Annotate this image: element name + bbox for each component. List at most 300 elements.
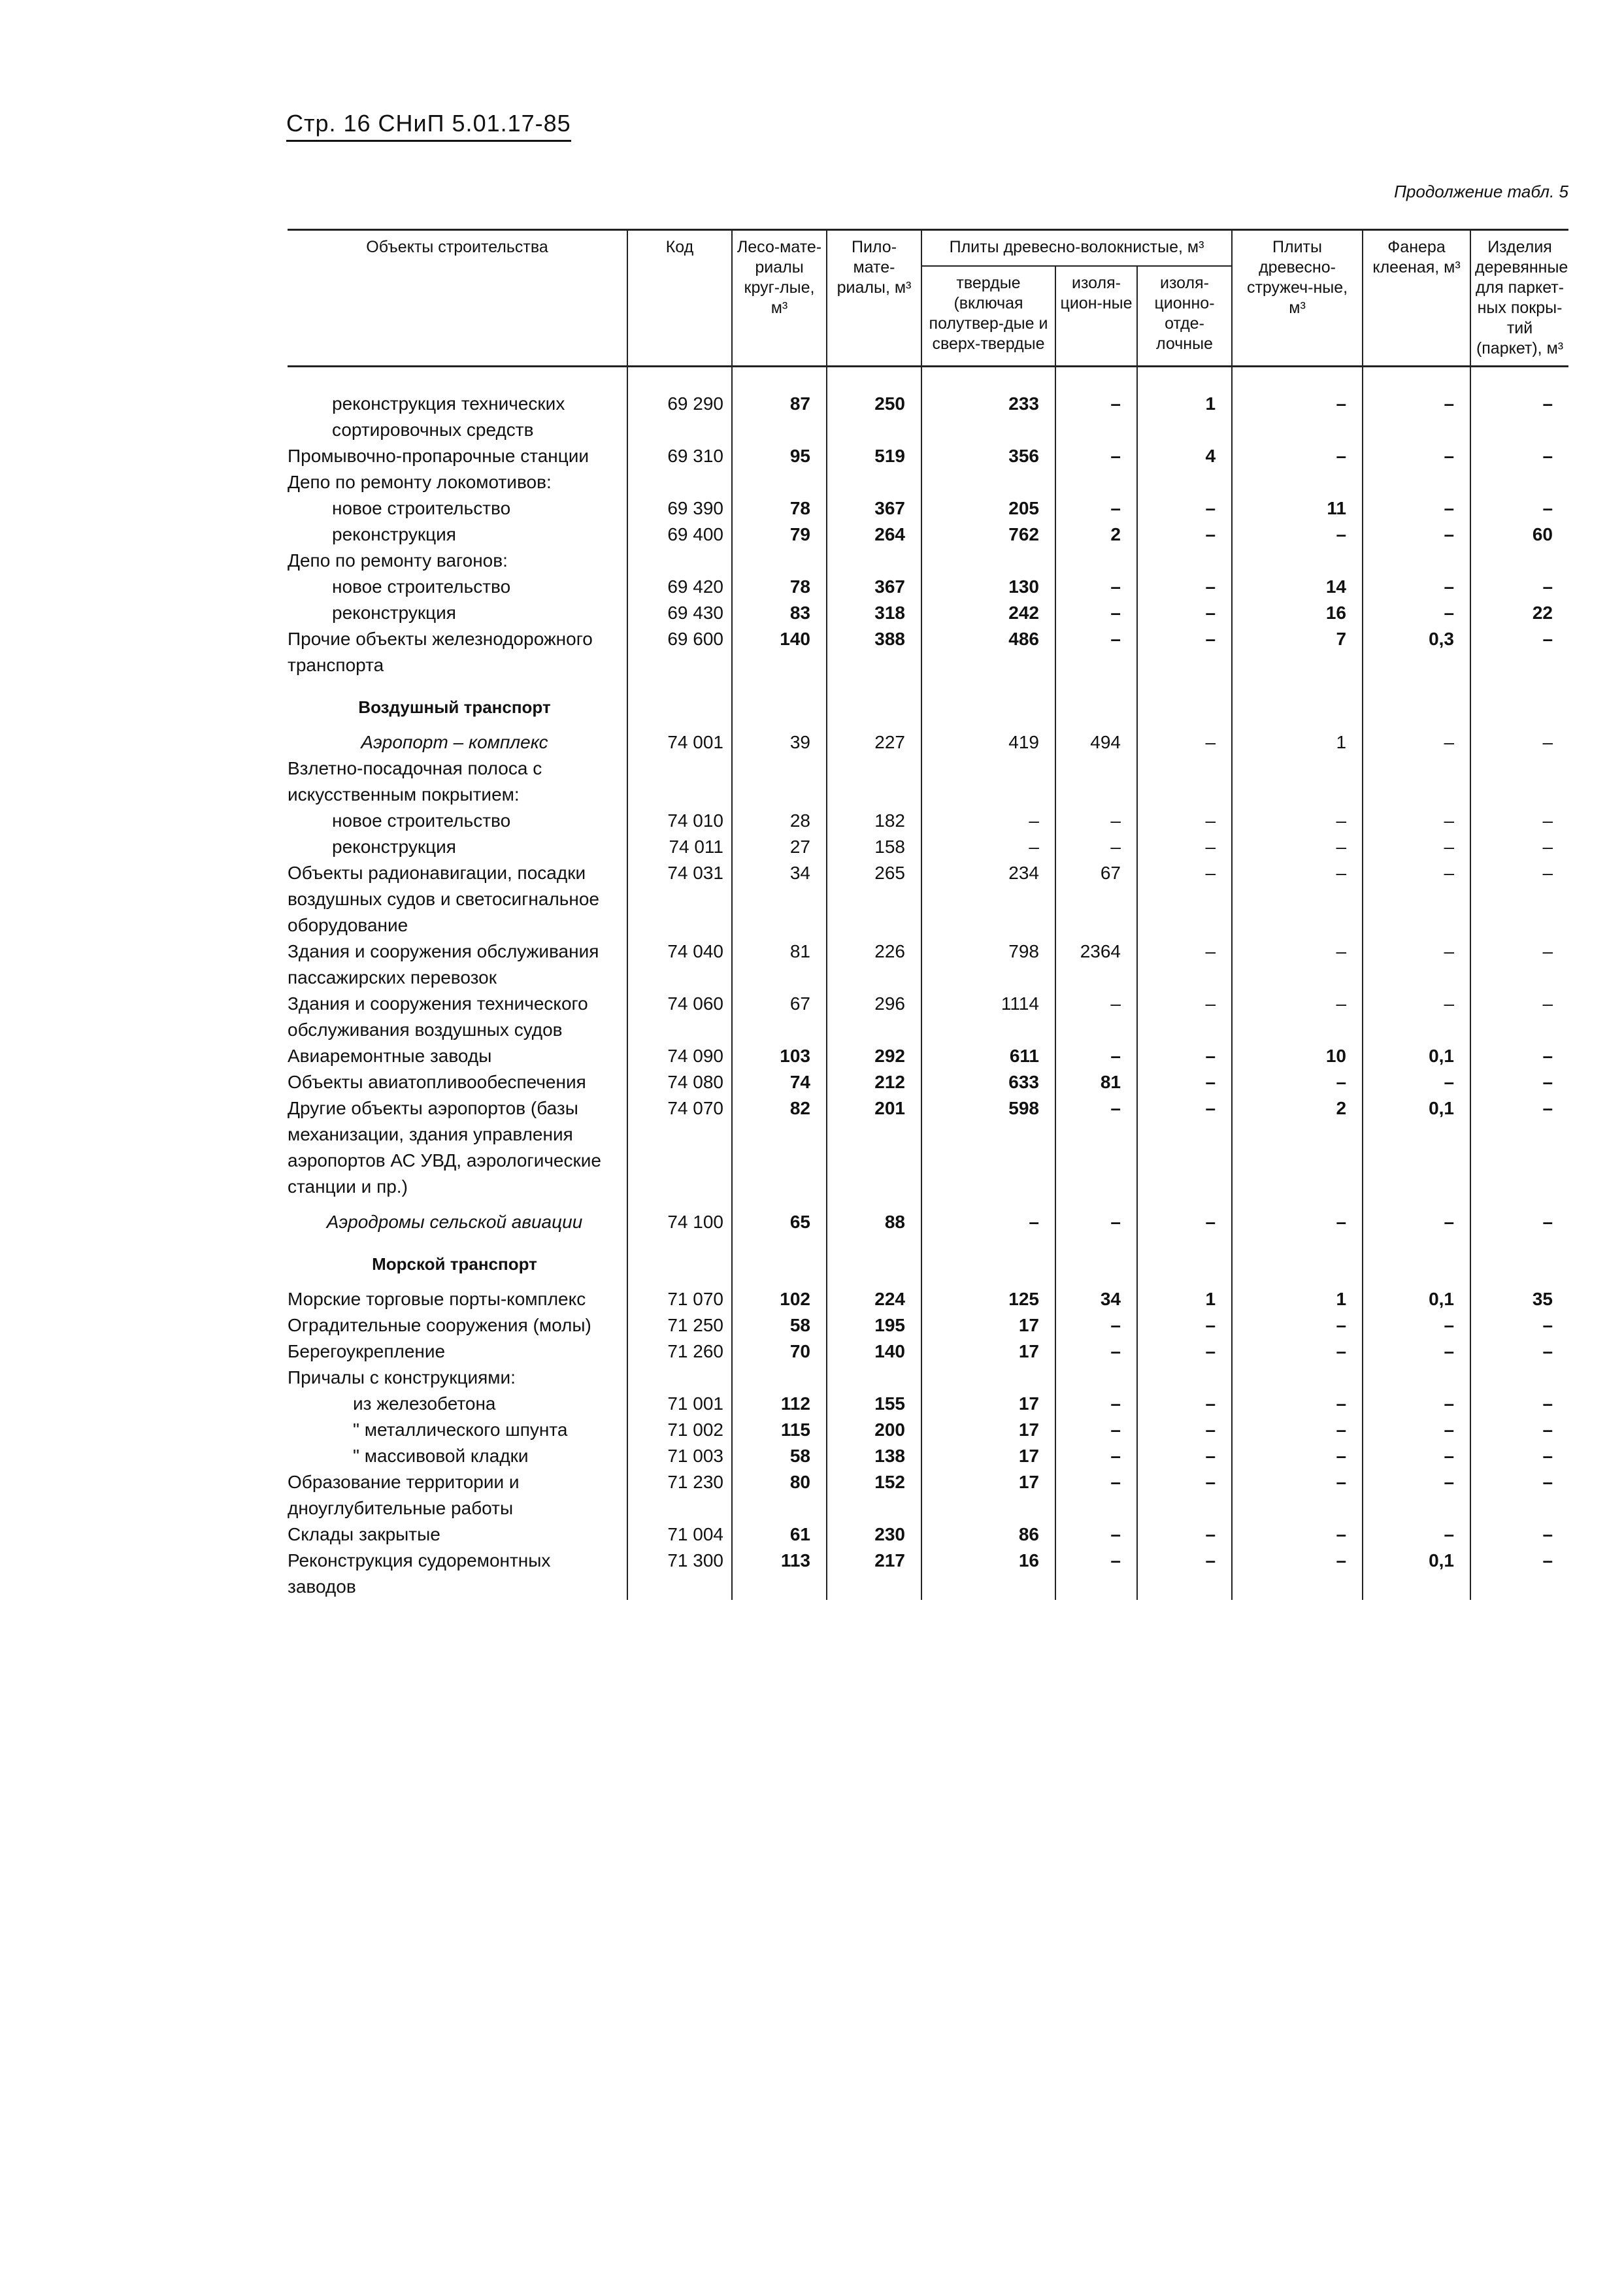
- header-plywood: Фанера клееная, м³: [1363, 230, 1470, 367]
- cell-parquet: [1470, 678, 1568, 720]
- cell-insul: [1055, 548, 1137, 574]
- cell-plywood: –: [1363, 443, 1470, 469]
- cell-particle: –: [1232, 1548, 1363, 1600]
- row-object-name: Аэропорт – комплекс: [361, 732, 548, 752]
- table-row: [288, 1312, 1568, 1338]
- cell-plywood: 0,1: [1363, 1548, 1470, 1600]
- cell-logs: 65: [732, 1200, 827, 1235]
- cell-insul: –: [1055, 495, 1137, 522]
- cell-logs: [732, 1365, 827, 1391]
- header-fiberboard-hard: твердые (включая полутвер-дые и сверх-твердые: [921, 266, 1055, 366]
- cell-hard: [921, 548, 1055, 574]
- cell-particle: [1232, 756, 1363, 808]
- cell-parquet: [1470, 1235, 1568, 1277]
- table-row: [288, 1200, 1568, 1235]
- table-row: [288, 860, 1568, 939]
- cell-sawn: 224: [827, 1277, 921, 1312]
- cell-logs: 140: [732, 626, 827, 678]
- table-row: [288, 1521, 1568, 1548]
- table-row: [288, 1277, 1568, 1312]
- cell-insul: –: [1055, 1312, 1137, 1338]
- cell-plywood: –: [1363, 391, 1470, 443]
- cell-hard: 17: [921, 1417, 1055, 1443]
- cell-parquet: –: [1470, 495, 1568, 522]
- cell-logs: [732, 469, 827, 495]
- cell-code: 74 010: [627, 808, 732, 834]
- row-object-name: Промывочно-пропарочные станции: [288, 446, 589, 466]
- table-row: [288, 600, 1568, 626]
- cell-insul_fin: [1137, 756, 1232, 808]
- cell-code: 69 290: [627, 391, 732, 443]
- cell-code: [627, 1365, 732, 1391]
- row-object-name: Взлетно-посадочная полоса с искусственным покрытием:: [288, 758, 542, 805]
- table-row: [288, 469, 1568, 495]
- header-fiberboard-insul-fin: изоля-ционно-отде-лочные: [1137, 266, 1232, 366]
- cell-insul_fin: [1137, 469, 1232, 495]
- cell-particle: 14: [1232, 574, 1363, 600]
- cell-insul_fin: –: [1137, 1338, 1232, 1365]
- row-object-name: Образование территории и дноуглубительные работы: [288, 1472, 520, 1518]
- cell-insul: [1055, 756, 1137, 808]
- cell-parquet: –: [1470, 1043, 1568, 1069]
- cell-plywood: 0,1: [1363, 1095, 1470, 1200]
- cell-particle: [1232, 548, 1363, 574]
- cell-parquet: [1470, 1365, 1568, 1391]
- cell-parquet: –: [1470, 991, 1568, 1043]
- cell-logs: 82: [732, 1095, 827, 1200]
- cell-insul: –: [1055, 391, 1137, 443]
- cell-logs: 80: [732, 1469, 827, 1521]
- table-row: [288, 626, 1568, 678]
- cell-logs: 74: [732, 1069, 827, 1095]
- cell-sawn: 217: [827, 1548, 921, 1600]
- table-row: [288, 574, 1568, 600]
- cell-parquet: –: [1470, 834, 1568, 860]
- cell-particle: –: [1232, 808, 1363, 834]
- cell-particle: 7: [1232, 626, 1363, 678]
- cell-plywood: 0,1: [1363, 1277, 1470, 1312]
- cell-sawn: 195: [827, 1312, 921, 1338]
- cell-parquet: [1470, 469, 1568, 495]
- cell-particle: [1232, 678, 1363, 720]
- cell-insul: [1055, 1235, 1137, 1277]
- row-object-name: Здания и сооружения технического обслуживания воздушных судов: [288, 993, 588, 1040]
- table-row: [288, 1443, 1568, 1469]
- table-row: [288, 991, 1568, 1043]
- cell-parquet: –: [1470, 1391, 1568, 1417]
- cell-logs: 78: [732, 574, 827, 600]
- cell-hard: 16: [921, 1548, 1055, 1600]
- cell-insul: –: [1055, 574, 1137, 600]
- table-row: [288, 678, 1568, 720]
- cell-sawn: 318: [827, 600, 921, 626]
- cell-parquet: –: [1470, 1069, 1568, 1095]
- cell-logs: 103: [732, 1043, 827, 1069]
- cell-particle: –: [1232, 1069, 1363, 1095]
- cell-sawn: 367: [827, 495, 921, 522]
- row-object-name: " массивовой кладки: [353, 1446, 529, 1466]
- cell-insul_fin: –: [1137, 600, 1232, 626]
- cell-logs: 113: [732, 1548, 827, 1600]
- cell-parquet: –: [1470, 1521, 1568, 1548]
- cell-parquet: –: [1470, 391, 1568, 443]
- cell-parquet: 22: [1470, 600, 1568, 626]
- row-object-name: Здания и сооружения обслуживания пассажирских перевозок: [288, 941, 599, 988]
- table-row: [288, 1069, 1568, 1095]
- cell-particle: 1: [1232, 720, 1363, 756]
- cell-insul: –: [1055, 443, 1137, 469]
- table-row: [288, 1417, 1568, 1443]
- cell-parquet: 35: [1470, 1277, 1568, 1312]
- cell-parquet: –: [1470, 574, 1568, 600]
- cell-plywood: –: [1363, 600, 1470, 626]
- cell-insul: –: [1055, 1200, 1137, 1235]
- cell-plywood: [1363, 548, 1470, 574]
- cell-insul_fin: 1: [1137, 391, 1232, 443]
- cell-code: [627, 678, 732, 720]
- cell-sawn: 200: [827, 1417, 921, 1443]
- cell-plywood: –: [1363, 495, 1470, 522]
- cell-hard: 598: [921, 1095, 1055, 1200]
- table-continuation-note: Продолжение табл. 5: [1394, 182, 1568, 201]
- cell-logs: [732, 678, 827, 720]
- cell-plywood: –: [1363, 1521, 1470, 1548]
- cell-plywood: 0,1: [1363, 1043, 1470, 1069]
- cell-sawn: 226: [827, 939, 921, 991]
- row-object-name: Воздушный транспорт: [358, 697, 551, 717]
- cell-sawn: 250: [827, 391, 921, 443]
- cell-hard: 633: [921, 1069, 1055, 1095]
- cell-code: 74 070: [627, 1095, 732, 1200]
- cell-particle: [1232, 469, 1363, 495]
- cell-parquet: –: [1470, 1095, 1568, 1200]
- cell-sawn: 388: [827, 626, 921, 678]
- cell-insul: 81: [1055, 1069, 1137, 1095]
- cell-code: 74 090: [627, 1043, 732, 1069]
- cell-hard: [921, 1235, 1055, 1277]
- cell-particle: –: [1232, 1469, 1363, 1521]
- cell-particle: [1232, 1235, 1363, 1277]
- cell-sawn: 264: [827, 522, 921, 548]
- cell-hard: 233: [921, 391, 1055, 443]
- table-row: [288, 808, 1568, 834]
- cell-insul: –: [1055, 834, 1137, 860]
- cell-insul: 494: [1055, 720, 1137, 756]
- cell-insul: –: [1055, 626, 1137, 678]
- cell-plywood: 0,3: [1363, 626, 1470, 678]
- table-row: [288, 1391, 1568, 1417]
- cell-parquet: –: [1470, 1548, 1568, 1600]
- cell-plywood: –: [1363, 1312, 1470, 1338]
- cell-logs: 112: [732, 1391, 827, 1417]
- cell-parquet: –: [1470, 1200, 1568, 1235]
- cell-insul: –: [1055, 600, 1137, 626]
- cell-particle: –: [1232, 991, 1363, 1043]
- cell-particle: 2: [1232, 1095, 1363, 1200]
- cell-sawn: 212: [827, 1069, 921, 1095]
- header-logs: Лесо-мате-риалы круг-лые, м³: [732, 230, 827, 367]
- cell-insul: –: [1055, 1043, 1137, 1069]
- cell-plywood: [1363, 678, 1470, 720]
- cell-code: 71 004: [627, 1521, 732, 1548]
- cell-insul: –: [1055, 1469, 1137, 1521]
- cell-insul: [1055, 469, 1137, 495]
- cell-insul: –: [1055, 1548, 1137, 1600]
- cell-insul_fin: [1137, 1235, 1232, 1277]
- cell-logs: 58: [732, 1443, 827, 1469]
- cell-insul_fin: –: [1137, 1443, 1232, 1469]
- cell-code: 74 100: [627, 1200, 732, 1235]
- cell-hard: –: [921, 834, 1055, 860]
- table-row: [288, 1235, 1568, 1277]
- cell-logs: 78: [732, 495, 827, 522]
- table-row: [288, 1043, 1568, 1069]
- cell-insul_fin: –: [1137, 808, 1232, 834]
- cell-plywood: –: [1363, 1417, 1470, 1443]
- cell-plywood: [1363, 1365, 1470, 1391]
- cell-sawn: [827, 469, 921, 495]
- cell-insul: [1055, 678, 1137, 720]
- row-object-name: Морской транспорт: [372, 1254, 537, 1274]
- cell-hard: 242: [921, 600, 1055, 626]
- cell-code: 69 430: [627, 600, 732, 626]
- cell-insul_fin: 1: [1137, 1277, 1232, 1312]
- table-row: [288, 495, 1568, 522]
- cell-hard: 419: [921, 720, 1055, 756]
- page-header: Стр. 16 СНиП 5.01.17-85: [286, 110, 571, 142]
- cell-sawn: 182: [827, 808, 921, 834]
- cell-insul: –: [1055, 1443, 1137, 1469]
- cell-code: 71 250: [627, 1312, 732, 1338]
- cell-parquet: –: [1470, 1469, 1568, 1521]
- cell-hard: 17: [921, 1391, 1055, 1417]
- cell-code: 74 001: [627, 720, 732, 756]
- cell-logs: 67: [732, 991, 827, 1043]
- cell-sawn: 138: [827, 1443, 921, 1469]
- cell-parquet: –: [1470, 1312, 1568, 1338]
- cell-particle: –: [1232, 1391, 1363, 1417]
- cell-particle: 16: [1232, 600, 1363, 626]
- cell-insul_fin: –: [1137, 991, 1232, 1043]
- cell-plywood: –: [1363, 1469, 1470, 1521]
- cell-plywood: –: [1363, 1200, 1470, 1235]
- table-row: [288, 1469, 1568, 1521]
- cell-insul_fin: –: [1137, 1069, 1232, 1095]
- cell-hard: [921, 1365, 1055, 1391]
- row-object-name: реконструкция: [332, 837, 456, 857]
- cell-logs: 95: [732, 443, 827, 469]
- cell-plywood: –: [1363, 522, 1470, 548]
- cell-insul: 2364: [1055, 939, 1137, 991]
- row-object-name: Прочие объекты железнодорожного транспорта: [288, 629, 593, 675]
- cell-insul: –: [1055, 808, 1137, 834]
- row-object-name: из железобетона: [353, 1393, 496, 1414]
- row-object-name: реконструкция: [332, 524, 456, 544]
- cell-plywood: –: [1363, 939, 1470, 991]
- table-spacer: [288, 367, 1568, 391]
- cell-plywood: –: [1363, 991, 1470, 1043]
- cell-insul_fin: –: [1137, 720, 1232, 756]
- cell-plywood: –: [1363, 574, 1470, 600]
- cell-code: 71 230: [627, 1469, 732, 1521]
- cell-particle: –: [1232, 1312, 1363, 1338]
- cell-code: 74 060: [627, 991, 732, 1043]
- cell-hard: 17: [921, 1443, 1055, 1469]
- cell-code: 71 003: [627, 1443, 732, 1469]
- cell-insul_fin: –: [1137, 1469, 1232, 1521]
- cell-sawn: 227: [827, 720, 921, 756]
- cell-logs: [732, 548, 827, 574]
- cell-logs: 27: [732, 834, 827, 860]
- cell-code: [627, 1235, 732, 1277]
- cell-parquet: –: [1470, 939, 1568, 991]
- cell-particle: –: [1232, 939, 1363, 991]
- header-particleboard: Плиты древесно-стружеч-ные, м³: [1232, 230, 1363, 367]
- cell-plywood: –: [1363, 808, 1470, 834]
- cell-insul_fin: –: [1137, 1312, 1232, 1338]
- cell-particle: –: [1232, 1521, 1363, 1548]
- cell-logs: 61: [732, 1521, 827, 1548]
- table-row: [288, 548, 1568, 574]
- cell-insul: 2: [1055, 522, 1137, 548]
- cell-hard: –: [921, 808, 1055, 834]
- table-row: [288, 939, 1568, 991]
- cell-code: 71 070: [627, 1277, 732, 1312]
- cell-particle: –: [1232, 522, 1363, 548]
- row-object-name: Аэродромы сельской авиации: [326, 1212, 583, 1232]
- cell-code: 74 040: [627, 939, 732, 991]
- row-object-name: " металлического шпунта: [353, 1420, 568, 1440]
- cell-insul_fin: –: [1137, 1095, 1232, 1200]
- cell-insul: –: [1055, 1391, 1137, 1417]
- cell-parquet: 60: [1470, 522, 1568, 548]
- cell-insul_fin: –: [1137, 495, 1232, 522]
- table-row: [288, 1548, 1568, 1600]
- cell-hard: [921, 678, 1055, 720]
- cell-logs: 79: [732, 522, 827, 548]
- cell-particle: 11: [1232, 495, 1363, 522]
- cell-plywood: –: [1363, 1443, 1470, 1469]
- cell-insul_fin: –: [1137, 834, 1232, 860]
- cell-sawn: [827, 678, 921, 720]
- cell-code: [627, 548, 732, 574]
- cell-logs: 34: [732, 860, 827, 939]
- cell-logs: [732, 1235, 827, 1277]
- cell-insul: –: [1055, 991, 1137, 1043]
- row-object-name: новое строительство: [332, 810, 511, 831]
- cell-insul_fin: –: [1137, 1391, 1232, 1417]
- cell-hard: 1114: [921, 991, 1055, 1043]
- cell-code: 69 420: [627, 574, 732, 600]
- cell-insul_fin: –: [1137, 939, 1232, 991]
- cell-parquet: –: [1470, 443, 1568, 469]
- cell-logs: 28: [732, 808, 827, 834]
- table-row: [288, 443, 1568, 469]
- row-object-name: Склады закрытые: [288, 1524, 440, 1544]
- cell-hard: 356: [921, 443, 1055, 469]
- cell-hard: 611: [921, 1043, 1055, 1069]
- cell-sawn: 152: [827, 1469, 921, 1521]
- cell-sawn: 201: [827, 1095, 921, 1200]
- cell-plywood: [1363, 756, 1470, 808]
- row-object-name: новое строительство: [332, 498, 511, 518]
- cell-hard: 130: [921, 574, 1055, 600]
- row-object-name: Реконструкция судоремонтных заводов: [288, 1550, 551, 1597]
- table-row: [288, 1095, 1568, 1200]
- cell-hard: 234: [921, 860, 1055, 939]
- table-row: [288, 522, 1568, 548]
- row-object-name: Причалы с конструкциями:: [288, 1367, 516, 1388]
- header-sawn: Пило-мате-риалы, м³: [827, 230, 921, 367]
- cell-logs: 102: [732, 1277, 827, 1312]
- cell-code: 71 260: [627, 1338, 732, 1365]
- cell-code: 69 400: [627, 522, 732, 548]
- cell-sawn: [827, 548, 921, 574]
- cell-hard: 17: [921, 1338, 1055, 1365]
- cell-particle: –: [1232, 1443, 1363, 1469]
- cell-insul: [1055, 1365, 1137, 1391]
- cell-hard: 205: [921, 495, 1055, 522]
- cell-code: 74 031: [627, 860, 732, 939]
- cell-sawn: 367: [827, 574, 921, 600]
- table-row: [288, 1338, 1568, 1365]
- cell-insul_fin: [1137, 678, 1232, 720]
- cell-particle: –: [1232, 443, 1363, 469]
- cell-hard: 798: [921, 939, 1055, 991]
- cell-insul_fin: –: [1137, 626, 1232, 678]
- cell-code: 69 600: [627, 626, 732, 678]
- cell-parquet: –: [1470, 1417, 1568, 1443]
- cell-parquet: –: [1470, 1338, 1568, 1365]
- cell-particle: –: [1232, 834, 1363, 860]
- cell-plywood: –: [1363, 1069, 1470, 1095]
- cell-plywood: –: [1363, 834, 1470, 860]
- cell-code: 71 300: [627, 1548, 732, 1600]
- cell-insul_fin: –: [1137, 1548, 1232, 1600]
- cell-plywood: [1363, 1235, 1470, 1277]
- cell-code: 69 310: [627, 443, 732, 469]
- cell-logs: 81: [732, 939, 827, 991]
- cell-parquet: –: [1470, 1443, 1568, 1469]
- cell-logs: [732, 756, 827, 808]
- cell-sawn: 296: [827, 991, 921, 1043]
- cell-sawn: 155: [827, 1391, 921, 1417]
- cell-code: 71 001: [627, 1391, 732, 1417]
- cell-hard: 762: [921, 522, 1055, 548]
- cell-code: 74 080: [627, 1069, 732, 1095]
- cell-hard: [921, 469, 1055, 495]
- cell-parquet: –: [1470, 808, 1568, 834]
- table-row: [288, 756, 1568, 808]
- row-object-name: Депо по ремонту локомотивов:: [288, 472, 552, 492]
- cell-insul: 34: [1055, 1277, 1137, 1312]
- cell-hard: 486: [921, 626, 1055, 678]
- cell-particle: –: [1232, 1200, 1363, 1235]
- cell-insul_fin: –: [1137, 860, 1232, 939]
- cell-sawn: 158: [827, 834, 921, 860]
- cell-sawn: 292: [827, 1043, 921, 1069]
- cell-logs: 115: [732, 1417, 827, 1443]
- cell-particle: 10: [1232, 1043, 1363, 1069]
- row-object-name: Берегоукрепление: [288, 1341, 446, 1361]
- row-object-name: Оградительные сооружения (молы): [288, 1315, 591, 1335]
- cell-plywood: –: [1363, 720, 1470, 756]
- table-row: [288, 834, 1568, 860]
- cell-logs: 39: [732, 720, 827, 756]
- cell-parquet: –: [1470, 860, 1568, 939]
- cell-insul: –: [1055, 1338, 1137, 1365]
- cell-insul_fin: [1137, 1365, 1232, 1391]
